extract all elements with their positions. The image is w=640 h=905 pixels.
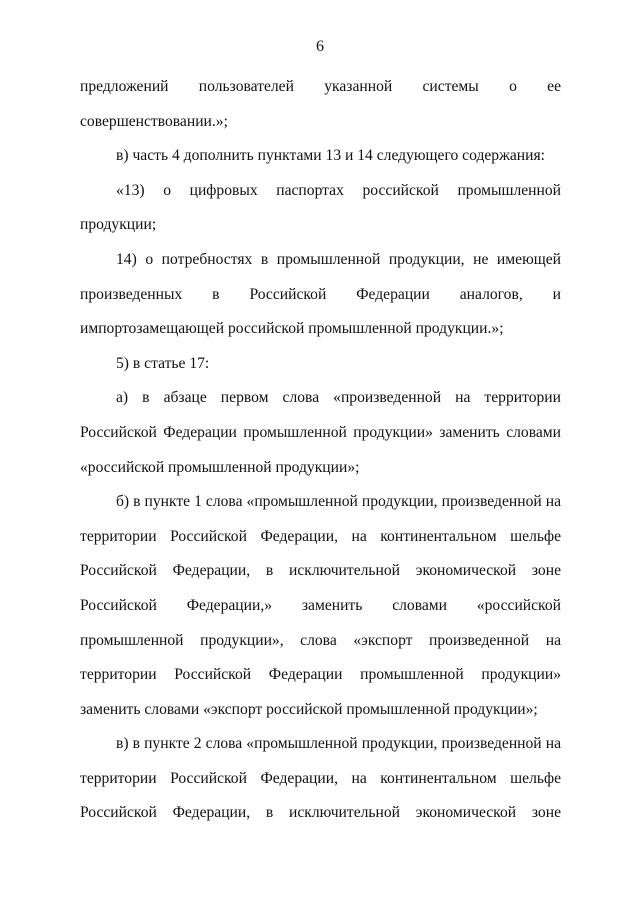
- paragraph-9: в) в пункте 2 слова «промышленной продукции, произведенной на территории Российской Федерации, на континентальном шельфе Российской Федерации, в исключительной экономической зоне: [80, 735, 561, 822]
- document-body: [80, 70, 561, 831]
- paragraph-4: «13) о цифровых паспортах российской промышленной продукции;: [80, 181, 561, 234]
- paragraph-5: 14) о потребностях в промышленной продукции, не имеющей произведенных в Российской Федерации аналогов, и импортозамещающей российской промышленной продукции.»;: [80, 250, 561, 338]
- paragraph-7: а) в абзаце первом слова «произведенной на территории Российской Федерации промышленной продукции» заменить словами «российской промышленной продукции»;: [80, 389, 561, 476]
- paragraph-6: 5) в статье 17:: [116, 354, 210, 372]
- paragraph-1: предложений пользователей указанной системы о ее: [80, 78, 561, 95]
- paragraph-2: совершенствовании.»;: [80, 112, 228, 130]
- paragraph-8: б) в пункте 1 слова «промышленной продукции, произведенной на территории Российской Федерации, на континентальном шельфе Российской Федерации, в исключительной экономической зоне Российской Федерации,» заменить словами «российской промышленной продукции», слова «экспорт произведенной на территории Российской Федерации промышленной продукции» заменить словами «экспорт российской промышленной продукции»;: [80, 493, 561, 718]
- paragraph-3: в) часть 4 дополнить пунктами 13 и 14 следующего содержания:: [116, 147, 545, 165]
- page-number: 6: [316, 38, 324, 55]
